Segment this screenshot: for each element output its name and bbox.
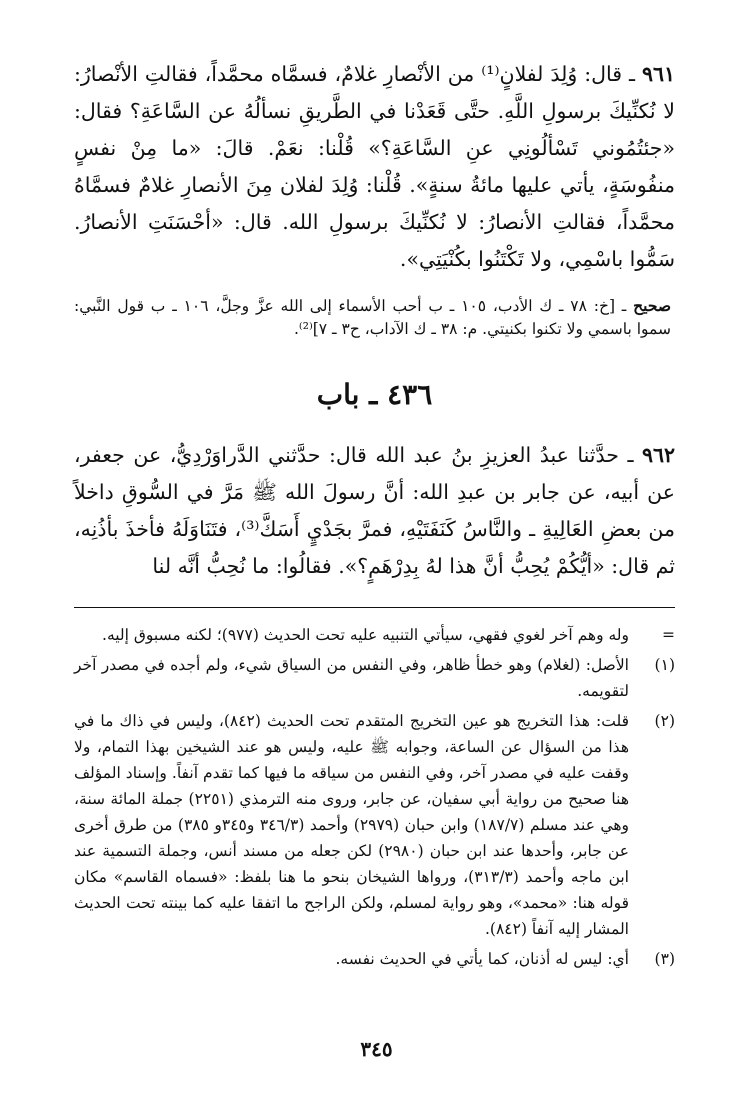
- footnote-text: قلت: هذا التخريج هو عين التخريج المتقدم تحت الحديث (٨٤٢)، وليس في ذاك ما في هذا من السؤال عن الساعة، وجوابه ﷺ عليه، وليس هو عند الشيخين بهذا التمام، ولا وقفت عليه في مصدر آخر، وفي النفس من سياقه ما فيها كما تقدم آنفاً. وإسناد المؤلف هنا صحيح من رواية أبي سفيان، عن جابر، وروى منه الترمذي (٢٢٥١) جملة المائة سنة، وهي عند مسلم (١٨٧/٧) وابن حبان (٢٩٧٩) وأحمد (٣٤٦/٣ و٣٤٥و ٣٨٥) من طرق أخرى عن جابر، وأحدها عند ابن حبان (٢٩٨٠) لكن جعله من مسند أنس، وجملة التسمية عند ابن ماجه وأحمد (٣١٣/٣)، ورواها الشيخان بنحو ما هنا بلفظ: «فسماه القاسم» مكان قوله هنا: «محمد»، وهو رواية لمسلم، ولكن الراجح ما اتفقا عليه كما بينته تحت الحديث المشار إليه آنفاً (٨٤٢).: [74, 712, 630, 938]
- footnote: [74, 946, 675, 972]
- takhrij-961: [74, 294, 671, 341]
- footnote-mark: (٢): [654, 712, 675, 730]
- grading-label: صحيح: [633, 296, 671, 315]
- footnote-mark: (٣): [654, 950, 675, 968]
- footnotes: [74, 622, 675, 972]
- hadith-961: [74, 56, 675, 278]
- footnote-text: أي: ليس له أذنان، كما يأتي في الحديث نفسه.: [335, 950, 629, 968]
- hadith-text: ـ حدَّثنا عبدُ العزيزِ بنُ عبد الله قال: حدَّثني الدَّراوَرْدِيُّ، عن جعفر، عن أبيه، عن جابر بن عبدِ الله: أنَّ رسولَ الله ﷺ مَرَّ في السُّوقِ داخلاً من بعضِ العَالِيةِ ـ والنَّاسُ كَنَفَتَيْهِ، فمرَّ بجَدْيٍ أَسَكَّ⁽³⁾، فتَنَاوَلَهُ فأخذَ بأذُنِه، ثم قال: «أيُّكُمْ يُحِبُّ أنَّ هذا لهُ بِدِرْهَمٍ؟». فقالُوا: ما نُحِبُّ أنَّه لنا: [74, 443, 675, 578]
- hadith-number: ٩٦١: [641, 62, 675, 86]
- footnote-text: الأصل: (لغلام) وهو خطأ ظاهر، وفي النفس من السياق شيء، ولم أجده في مصدر آخر لتقويمه.: [74, 656, 629, 700]
- footnote: [74, 622, 675, 648]
- page-number: ٣٤٥: [360, 1037, 393, 1061]
- hadith-962: [74, 437, 675, 585]
- footnote-divider: [74, 607, 675, 608]
- chapter-heading: ٤٣٦ ـ باب: [316, 378, 433, 411]
- footnote: [74, 708, 675, 942]
- hadith-number: ٩٦٢: [641, 443, 675, 467]
- footnote: [74, 652, 675, 704]
- footnote-text: وله وهم آخر لغوي فقهي، سيأتي التنبيه عليه تحت الحديث (٩٧٧)؛ لكنه مسبوق إليه.: [102, 626, 629, 644]
- hadith-text: ـ قال: وُلِدَ لفلانٍ⁽¹⁾ من الأنْصارِ غلامٌ، فسمَّاه محمَّداً، فقالتِ الأنْصارُ: لا نُكنِّيكَ برسولِ اللَّهِ. حتَّى قَعَدْنا في الطَّريقِ نسألُهُ عن السَّاعَةِ؟ فقال: «جئتُمُوني تَسْألُونِي عنِ السَّاعَةِ؟» قُلْنا: نعَمْ. قالَ: «ما مِنْ نفسٍ منفُوسَةٍ، يأتي عليها مائةُ سنةٍ». قُلْنا: وُلِدَ لفلان مِنَ الأنصارِ غلامٌ فسمَّاهُ محمَّداً، فقالتِ الأنصارُ: لا نُكنِّيكَ برسولِ الله. قال: «أحْسَنَتِ الأنصارُ. سَمُّوا باسْمِي، ولا تَكْتَنُوا بكُنْيَتِي».: [74, 62, 676, 271]
- takhrij-text: ـ [خ: ٧٨ ـ ك الأدب، ١٠٥ ـ ب أحب الأسماء إلى الله عزَّ وجلَّ، ١٠٦ ـ ب قول النَّبي: سموا باسمي ولا تكنوا بكنيتي. م: ٣٨ ـ ك الآداب، ح٣ ـ ٧]⁽²⁾.: [74, 297, 671, 338]
- footnote-mark: (١): [654, 656, 675, 674]
- footnote-mark: =: [662, 626, 675, 644]
